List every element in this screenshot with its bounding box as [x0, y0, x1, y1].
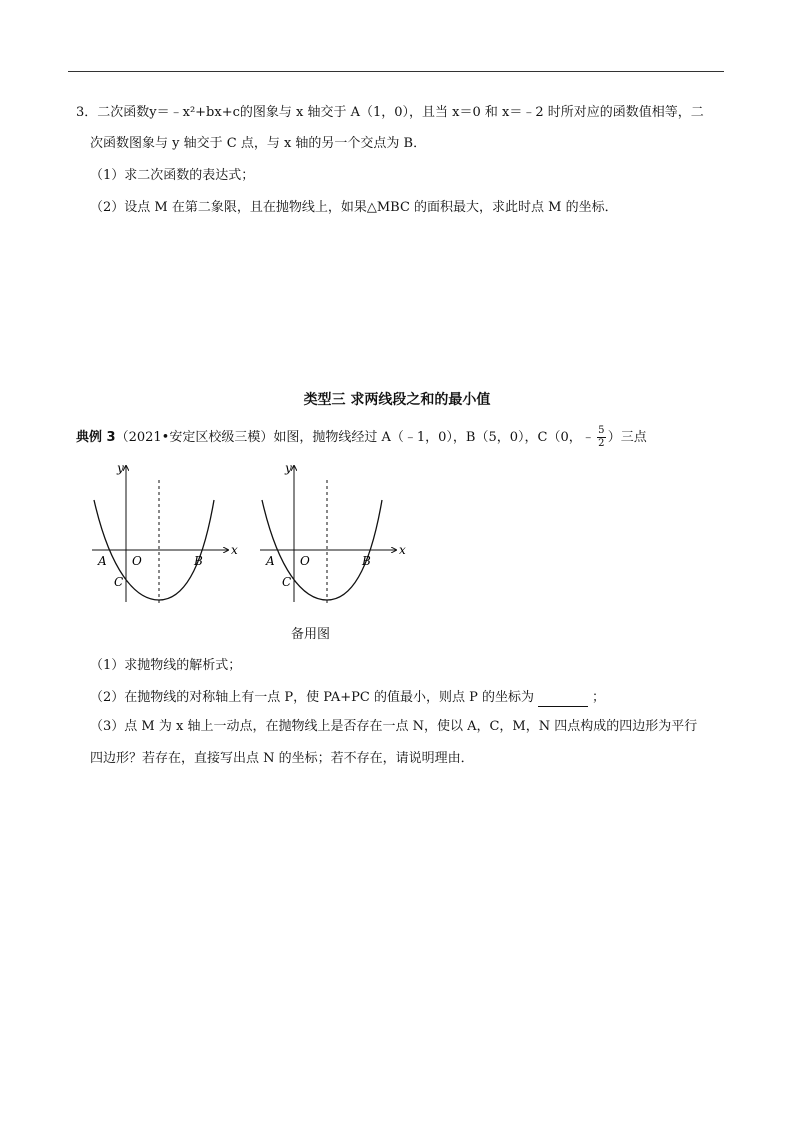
parabola-figure-1 — [90, 460, 250, 610]
header-rule — [68, 71, 724, 72]
example-question3-line1: （3）点 M 为 x 轴上一动点，在抛物线上是否存在一点 N，使以 A，C，M，N 四点构成的四边形为平行 — [90, 719, 698, 734]
section-title: 类型三 求两线段之和的最小值 — [303, 392, 491, 408]
example-question3-line2: 四边形？若存在，直接写出点 N 的坐标；若不存在，请说明理由． — [90, 751, 474, 766]
fraction-five-halves: $\frac{5}{2}$ — [598, 425, 605, 449]
x-axis-label: x — [231, 543, 238, 557]
point-b-label: B — [362, 554, 371, 568]
example3-statement: 典例 3（2021•安定区校级三模）如图，抛物线经过 A（﹣1，0），B（5，0），C（0，﹣ $\frac{5}{2}$ ）三点 — [76, 425, 647, 449]
parabola-figure-2 — [258, 460, 418, 610]
point-c-label: C — [282, 575, 292, 589]
y-axis-label: y — [117, 461, 124, 475]
point-a-label: A — [98, 554, 107, 568]
origin-label: O — [300, 554, 310, 568]
problem3-line2: 次函数图象与 y 轴交于 C 点，与 x 轴的另一个交点为 B． — [90, 136, 427, 151]
example-question1: （1）求抛物线的解析式； — [90, 658, 242, 673]
x-axis-label: x — [399, 543, 406, 557]
problem3-question1: （1）求二次函数的表达式； — [90, 168, 255, 183]
example-question2: （2）在抛物线的对称轴上有一点 P，使 PA+PC 的值最小，则点 P 的坐标为 ； — [90, 690, 605, 705]
point-c-label: C — [114, 575, 124, 589]
point-b-label: B — [194, 554, 203, 568]
example-label: 典例 3 — [76, 430, 116, 445]
answer-blank[interactable] — [538, 693, 588, 707]
problem3-question2: （2）设点 M 在第二象限，且在抛物线上，如果△MBC 的面积最大，求此时点 M 的坐标． — [90, 200, 618, 215]
problem3-line1: 3．二次函数y＝﹣x²+bx+c的图象与 x 轴交于 A（1，0），且当 x＝0 和 x＝﹣2 时所对应的函数值相等，二 — [76, 105, 704, 120]
point-a-label: A — [266, 554, 275, 568]
figure-caption: 备用图 — [291, 627, 331, 642]
y-axis-label: y — [285, 461, 292, 475]
origin-label: O — [132, 554, 142, 568]
